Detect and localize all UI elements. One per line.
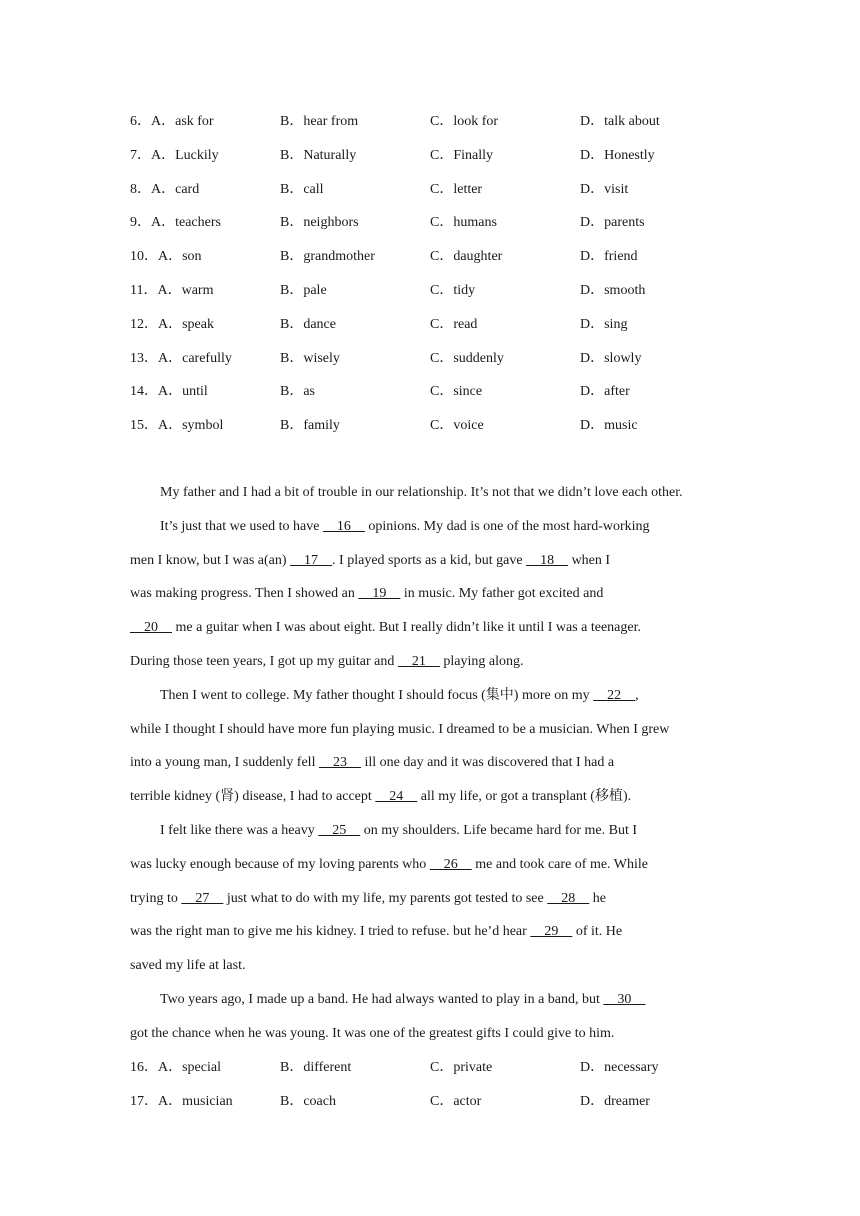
passage-text: , <box>635 687 639 703</box>
option-a: A．Luckily <box>151 147 219 163</box>
passage-text: was making progress. Then I showed an <box>130 586 359 602</box>
question-number: 8． <box>130 181 151 197</box>
question-row <box>130 213 730 233</box>
option-a-cell <box>130 247 202 267</box>
passage-text: I felt like there was a heavy <box>160 822 319 838</box>
passage-line <box>130 679 730 713</box>
option-b: B．neighbors <box>280 215 359 231</box>
passage-line <box>130 645 730 679</box>
passage-text: ill one day and it was discovered that I had a <box>360 755 615 771</box>
passage-text: when I <box>568 552 611 568</box>
option-b: B．different <box>280 1060 352 1075</box>
option-d: D．sing <box>580 316 628 332</box>
question-number: 14． <box>130 384 158 400</box>
option-b: B．family <box>280 418 340 434</box>
passage-text: terrible kidney (肾) disease, I had to accept <box>130 789 376 805</box>
blank-number: 19 <box>358 586 401 602</box>
question-row <box>130 382 730 402</box>
option-b: B．grandmother <box>280 249 375 265</box>
option-d: D．Honestly <box>580 147 655 163</box>
blank-number: 28 <box>547 890 590 906</box>
option-a-cell <box>130 349 232 369</box>
blank-number: 23 <box>318 755 361 771</box>
passage-text: me and took care of me. While <box>471 856 648 872</box>
passage-text: It’s just that we used to have <box>160 518 323 534</box>
blank-number: 21 <box>397 653 440 669</box>
question-number: 11． <box>130 283 158 298</box>
question-number: 12． <box>130 316 158 332</box>
option-d: D．dreamer <box>580 1093 650 1109</box>
option-d: D．after <box>580 384 630 400</box>
option-a-cell <box>130 112 214 132</box>
passage-text: My father and I had a bit of trouble in our relationship. It’s not that we didn’t love each other. <box>160 485 683 500</box>
question-row <box>130 112 730 132</box>
question-row <box>130 416 730 436</box>
option-a-cell <box>130 180 199 200</box>
passage-text: in music. My father got excited and <box>400 586 604 602</box>
option-c: C．humans <box>430 215 497 231</box>
option-a: A．ask for <box>151 114 214 129</box>
passage-text: men I know, but I was a(an) <box>130 552 291 568</box>
option-a: A．carefully <box>158 350 232 366</box>
option-c: C．actor <box>430 1093 482 1109</box>
passage-text: Two years ago, I made up a band. He had always wanted to play in a band, but <box>160 991 604 1007</box>
option-c: C．tidy <box>430 283 476 298</box>
option-b: B．as <box>280 384 315 400</box>
passage-text: all my life, or got a transplant (移植). <box>417 789 632 805</box>
option-a: A．speak <box>158 316 214 332</box>
question-number: 17． <box>130 1093 158 1109</box>
option-c: C．letter <box>430 181 483 197</box>
question-number: 9． <box>130 215 151 231</box>
passage-text: trying to <box>130 890 182 906</box>
passage-line <box>130 780 730 814</box>
passage-line <box>130 814 730 848</box>
blank-number: 20 <box>130 620 172 636</box>
passage-text: was the right man to give me his kidney. I tried to refuse. but he’d hear <box>130 924 531 940</box>
option-c: C．look for <box>430 114 499 129</box>
option-b: B．dance <box>280 316 336 332</box>
passage-line <box>130 882 730 916</box>
option-a-cell <box>130 1058 221 1078</box>
passage-text: opinions. My dad is one of the most hard-working <box>364 518 650 534</box>
option-a: A．warm <box>157 283 214 298</box>
blank-number: 30 <box>603 991 646 1007</box>
passage-line <box>130 949 730 983</box>
question-row <box>130 349 730 369</box>
passage-line <box>130 611 730 645</box>
option-a-cell <box>130 315 214 335</box>
question-number: 10． <box>130 249 158 265</box>
option-a-cell <box>130 281 213 301</box>
passage-line <box>130 915 730 949</box>
blank-number: 17 <box>290 552 333 568</box>
question-row <box>130 247 730 267</box>
blank-number: 26 <box>429 856 472 872</box>
option-a-cell <box>130 213 221 233</box>
blank-number: 24 <box>375 789 418 805</box>
option-a: A．son <box>158 249 202 265</box>
blank-number: 29 <box>530 924 573 940</box>
option-a-cell <box>130 1092 233 1112</box>
passage-text: was lucky enough because of my loving parents who <box>130 856 430 872</box>
question-row <box>130 1092 730 1112</box>
option-c: C．daughter <box>430 249 503 265</box>
option-b: B．Naturally <box>280 147 357 163</box>
option-b: B．wisely <box>280 350 340 366</box>
question-row <box>130 1058 730 1078</box>
option-d: D．necessary <box>580 1060 659 1075</box>
option-c: C．private <box>430 1060 493 1075</box>
passage-text: he <box>589 890 606 906</box>
option-c: C．read <box>430 316 478 332</box>
option-d: D．friend <box>580 249 638 265</box>
option-a: A．teachers <box>151 215 221 231</box>
passage-text: while I thought I should have more fun playing music. I dreamed to be a musician. When I grew <box>130 721 670 737</box>
question-number: 15． <box>130 418 158 434</box>
passage-text: During those teen years, I got up my guitar and <box>130 653 398 669</box>
option-a: A．special <box>158 1060 221 1075</box>
option-c: C．suddenly <box>430 350 504 366</box>
option-b: B．pale <box>280 283 327 298</box>
blank-number: 16 <box>322 518 365 534</box>
passage-line <box>130 1017 730 1051</box>
blank-number: 25 <box>318 822 361 838</box>
question-number: 13． <box>130 350 158 366</box>
blank-number: 18 <box>526 552 569 568</box>
question-number: 16． <box>130 1060 158 1075</box>
option-d: D．smooth <box>580 283 646 298</box>
option-c: C．voice <box>430 418 484 434</box>
option-a: A．symbol <box>158 418 224 434</box>
passage-text: Then I went to college. My father thought I should focus (集中) more on my <box>160 687 594 703</box>
passage-text: got the chance when he was young. It was one of the greatest gifts I could give to him. <box>130 1025 615 1041</box>
passage-text: me a guitar when I was about eight. But I really didn’t like it until I was a teenager. <box>172 620 641 636</box>
question-row <box>130 146 730 166</box>
passage-text: playing along. <box>439 653 524 669</box>
option-b: B．hear from <box>280 114 359 129</box>
passage-line <box>130 746 730 780</box>
option-a-cell <box>130 146 219 166</box>
passage-line <box>130 848 730 882</box>
question-row <box>130 315 730 335</box>
option-b: B．call <box>280 181 324 197</box>
option-a-cell <box>130 382 208 402</box>
cloze-passage <box>130 476 730 1051</box>
question-number: 7． <box>130 147 151 163</box>
option-a: A．until <box>158 384 208 400</box>
passage-line <box>130 544 730 578</box>
option-c: C．since <box>430 384 483 400</box>
passage-line <box>130 577 730 611</box>
question-number: 6． <box>130 114 151 129</box>
passage-text: just what to do with my life, my parents got tested to see <box>223 890 548 906</box>
passage-text: of it. He <box>572 924 623 940</box>
option-d: D．music <box>580 418 638 434</box>
passage-line <box>130 713 730 747</box>
option-a: A．card <box>151 181 200 197</box>
passage-line <box>130 510 730 544</box>
blank-number: 27 <box>181 890 224 906</box>
option-d: D．slowly <box>580 350 642 366</box>
option-d: D．talk about <box>580 114 660 129</box>
option-d: D．visit <box>580 181 629 197</box>
option-d: D．parents <box>580 215 645 231</box>
option-b: B．coach <box>280 1093 336 1109</box>
question-row <box>130 180 730 200</box>
option-c: C．Finally <box>430 147 494 163</box>
passage-text: into a young man, I suddenly fell <box>130 755 319 771</box>
passage-text: . I played sports as a kid, but gave <box>332 552 527 568</box>
option-a-cell <box>130 416 223 436</box>
passage-line <box>130 983 730 1017</box>
passage-line <box>130 476 730 510</box>
passage-text: on my shoulders. Life became hard for me. But I <box>360 822 638 838</box>
option-a: A．musician <box>158 1093 233 1109</box>
blank-number: 22 <box>593 687 636 703</box>
passage-text: saved my life at last. <box>130 958 246 974</box>
question-row <box>130 281 730 301</box>
